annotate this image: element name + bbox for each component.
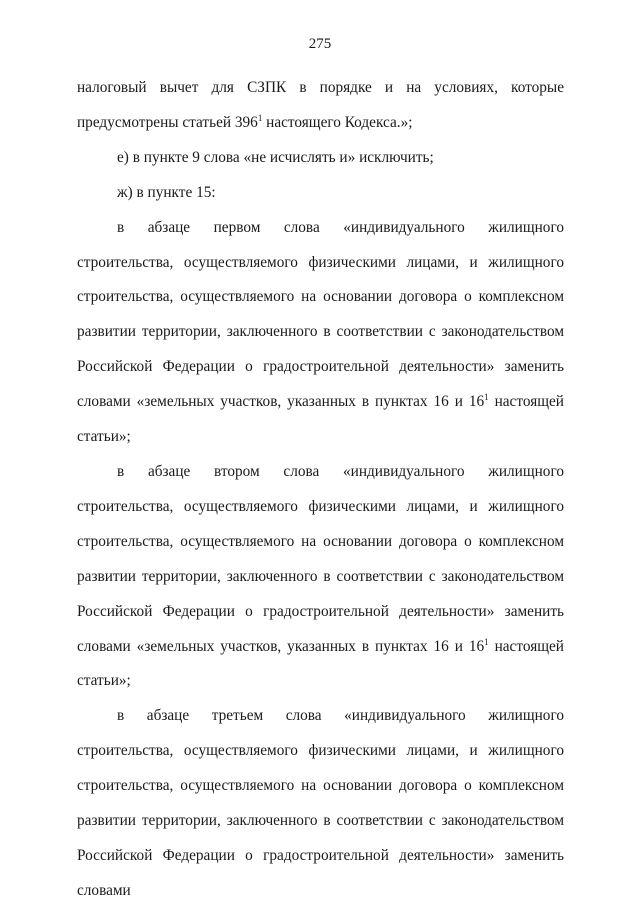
superscript: 1: [484, 392, 489, 403]
paragraph-text: настоящей статьи»;: [77, 393, 564, 446]
paragraph-second-abzac: [77, 455, 564, 699]
paragraph-text: в абзаце втором слова «индивидуального жилищного строительства, осуществляемого физическими лицами, и жилищного строительства, осуществляемого на основании договора о комплексном развитии территории, заключенного в соответствии с законодательством Российской Федерации о градостроительной деятельности» заменить словами «земельных участков, указанных в пунктах 16 и 16: [77, 462, 564, 655]
paragraph-item-zh: [77, 176, 564, 211]
paragraph-text: настоящего Кодекса.»;: [262, 113, 413, 131]
paragraph-item-e: [77, 141, 564, 176]
superscript: 1: [484, 636, 489, 647]
document-body: [77, 71, 564, 909]
paragraph-text: настоящей статьи»;: [77, 637, 564, 690]
paragraph-text: ж) в пункте 15:: [117, 183, 216, 201]
paragraph-tax-deduction: [77, 71, 564, 141]
paragraph-third-abzac: [77, 699, 564, 908]
paragraph-text: в абзаце первом слова «индивидуального жилищного строительства, осуществляемого физическими лицами, и жилищного строительства, осуществляемого на основании договора о комплексном развитии территории, заключенного в соответствии с законодательством Российской Федерации о градостроительной деятельности» заменить словами «земельных участков, указанных в пунктах 16 и 16: [77, 218, 564, 411]
paragraph-text: е) в пункте 9 слова «не исчислять и» исключить;: [117, 148, 434, 166]
superscript: 1: [257, 112, 263, 123]
paragraph-text: в абзаце третьем слова «индивидуального жилищного строительства, осуществляемого физическими лицами, и жилищного строительства, осуществляемого на основании договора о комплексном развитии территории, заключенного в соответствии с законодательством Российской Федерации о градостроительной деятельности» заменить словами: [77, 707, 564, 899]
paragraph-text: налоговый вычет для СЗПК в порядке и на условиях, которые предусмотрены статьей 396: [77, 79, 564, 131]
paragraph-first-abzac: [77, 211, 564, 455]
page-number: 275: [308, 36, 332, 52]
